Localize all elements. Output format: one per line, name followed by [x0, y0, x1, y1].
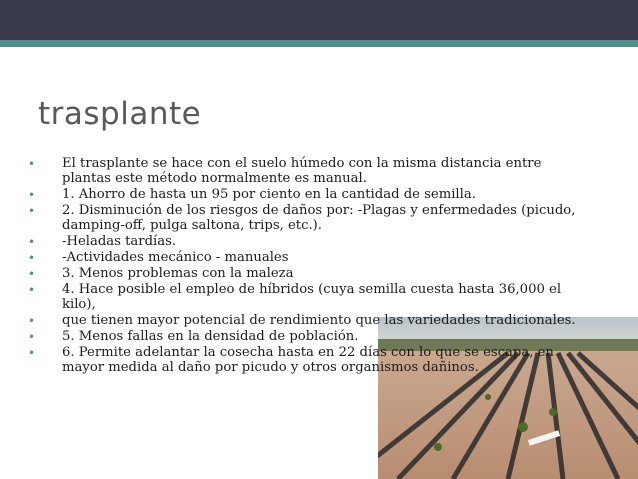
bullet-item: • 5. Menos fallas en la densidad de población. [28, 330, 588, 345]
bullet-item: • 6. Permite adelantar la cosecha hasta en 22 días con lo que se escapa, en mayor medida al daño por picudo y otros organismos dañinos. [28, 346, 588, 375]
bullet-item: • 3. Menos problemas con la maleza [28, 267, 588, 282]
bullet-list [28, 157, 588, 377]
bullet-item: • 2. Disminución de los riesgos de daños por: -Plagas y enfermedades (picudo, damping-off, pulga saltona, trips, etc.). [28, 204, 588, 233]
bullet-item: • 1. Ahorro de hasta un 95 por ciento en la cantidad de semilla. [28, 188, 588, 203]
bullet-item: • El trasplante se hace con el suelo húmedo con la misma distancia entre plantas este método normalmente es manual. [28, 157, 588, 186]
bullet-item: • 4. Hace posible el empleo de híbridos (cuya semilla cuesta hasta 36,000 el kilo), [28, 283, 588, 312]
bullet-item: • -Actividades mecánico - manuales [28, 251, 588, 266]
slide-title: trasplante [38, 96, 202, 132]
bullet-item: • -Heladas tardías. [28, 235, 588, 250]
bullet-item: • que tienen mayor potencial de rendimiento que las variedades tradicionales. [28, 314, 588, 329]
header-accent-stripe [0, 40, 638, 47]
header-bar [0, 0, 638, 40]
